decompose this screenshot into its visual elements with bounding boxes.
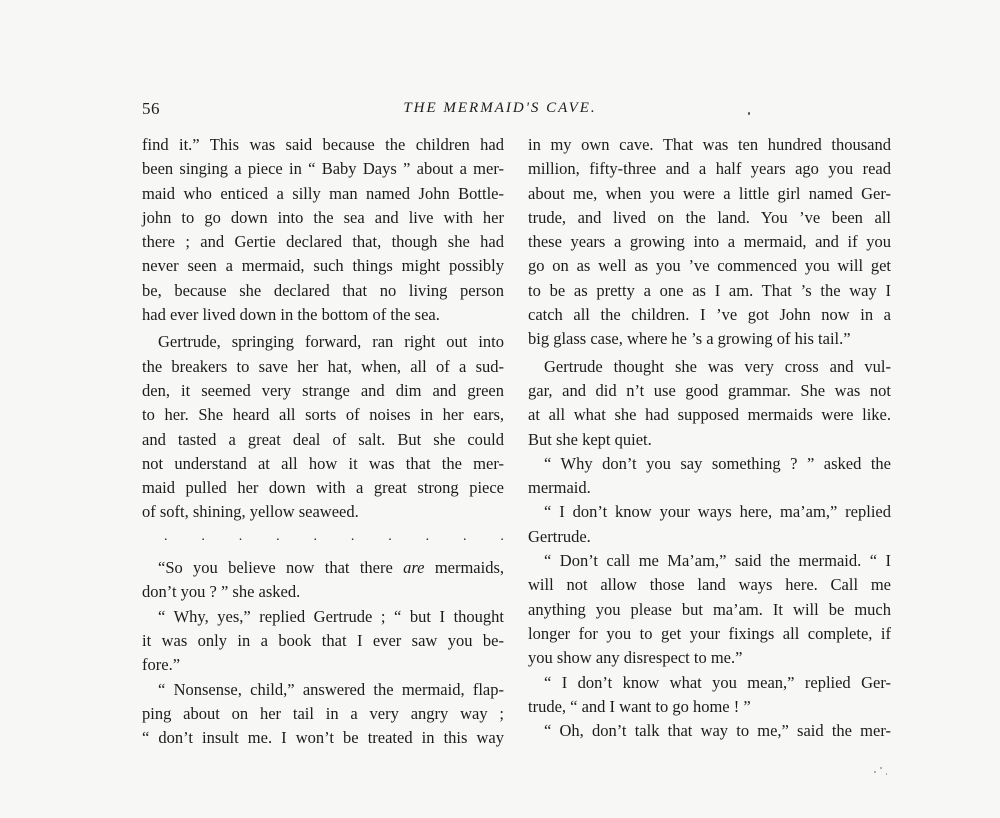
text-line: trude, and lived on the land. You ’ve been all — [528, 207, 891, 227]
text-line: these years a growing into a mermaid, and if you — [528, 232, 891, 252]
text-line: “ Why, yes,” replied Gertrude ; “ but I thought — [158, 606, 504, 626]
section-separator — [142, 525, 504, 549]
text-line: the breakers to save her hat, when, all of a sud- — [142, 356, 504, 376]
text-line: Gertrude, springing forward, ran right out into — [158, 332, 504, 352]
text-line: it was only in a book that I ever saw you be- — [142, 630, 504, 650]
running-title: THE MERMAID'S CAVE. — [403, 100, 597, 116]
text-line: den, it seemed very strange and dim and green — [142, 380, 504, 400]
right-column — [528, 133, 891, 743]
text-line: “ Oh, don’t talk that way to me,” said the mer- — [544, 721, 891, 741]
text-line: at all what she had supposed mermaids were like. — [528, 405, 891, 425]
text-line: “ Don’t call me Ma’am,” said the mermaid. “ I — [544, 551, 891, 571]
text-line: fore.” — [142, 655, 181, 675]
text-line: go on as well as you ’ve commenced you will get — [528, 256, 891, 276]
text-line: be, because she declared that no living person — [142, 280, 504, 300]
text-fragment: “So you believe now that there — [158, 558, 393, 578]
text-line: you show any disrespect to me.” — [528, 648, 743, 668]
text-line: trude, “ and I want to go home ! ” — [528, 696, 751, 716]
separator-dot: . — [238, 528, 243, 544]
text-line: “ I don’t know your ways here, ma’am,” replied — [544, 502, 891, 522]
text-line: “ Nonsense, child,” answered the mermaid, flap- — [158, 679, 504, 699]
text-fragment: mermaids, — [434, 558, 505, 578]
text-line: never seen a mermaid, such things might possibly — [142, 256, 504, 276]
separator-dot: . — [201, 528, 205, 544]
text-line: find it.” This was said because the children had — [142, 135, 504, 154]
text-line: to be as pretty a one as I am. That ’s the way I — [528, 280, 891, 300]
text-line: had ever lived down in the bottom of the sea. — [142, 305, 440, 325]
separator-dot: . — [276, 528, 280, 544]
text-line: longer for you to get your fixings all complete, if — [528, 623, 891, 643]
text-line: “ I don’t know what you mean,” replied Ger- — [544, 672, 891, 692]
text-line: been singing a piece in “ Baby Days ” about a mer- — [142, 159, 504, 179]
separator-dot: . — [463, 528, 467, 544]
text-line: to her. She heard all sorts of noises in her ears, — [142, 405, 504, 425]
text-line: about me, when you were a little girl named Ger- — [528, 183, 891, 203]
ink-speck — [880, 767, 882, 769]
separator-dot: . — [500, 528, 504, 544]
text-line: anything you please but ma’am. It will be much — [528, 599, 891, 619]
separator-dot: . — [425, 528, 430, 544]
text-line — [142, 556, 504, 580]
text-line: don’t you ? ” she asked. — [142, 582, 301, 602]
text-line: gar, and did n’t use good grammar. She was not — [528, 380, 891, 400]
text-line: But she kept quiet. — [528, 429, 652, 449]
text-line: big glass case, where he ’s a growing of his tail.” — [528, 329, 851, 349]
text-line: million, fifty-three and a half years ago you read — [528, 159, 891, 179]
text-line: maid pulled her down with a great strong piece — [142, 478, 504, 498]
page-number: 56 — [142, 99, 160, 118]
text-line: Gertrude. — [528, 526, 591, 546]
emphasis-word: are — [403, 558, 425, 578]
text-line: of soft, shining, yellow seaweed. — [142, 502, 359, 522]
text-line: mermaid. — [528, 478, 591, 498]
text-line: there ; and Gertie declared that, though she had — [142, 232, 504, 252]
separator-dot: . — [313, 528, 317, 544]
text-line: and tasted a great deal of salt. But she could — [142, 429, 504, 449]
ink-speck — [748, 112, 750, 115]
ink-speck — [886, 773, 887, 775]
text-line: “ don’t insult me. I won’t be treated in this way — [142, 728, 504, 748]
text-line: will not allow those land ways here. Call me — [528, 575, 891, 595]
ink-speck — [874, 771, 876, 773]
text-line: Gertrude thought she was very cross and vul- — [544, 356, 891, 376]
separator-dot: . — [350, 528, 355, 544]
text-line: in my own cave. That was ten hundred thousand — [528, 135, 891, 154]
separator-dot: . — [388, 528, 392, 544]
separator-dot: . — [164, 528, 168, 544]
text-line: john to go down into the sea and live with her — [142, 207, 504, 227]
left-column — [142, 133, 504, 750]
text-line: ping about on her tail in a very angry way ; — [142, 703, 504, 723]
text-line: “ Why don’t you say something ? ” asked the — [544, 453, 891, 473]
text-line: not understand at all how it was that the mer- — [142, 453, 504, 473]
text-line: catch all the children. I ’ve got John now in a — [528, 305, 891, 325]
text-line: maid who enticed a silly man named John Bottle- — [142, 183, 504, 203]
